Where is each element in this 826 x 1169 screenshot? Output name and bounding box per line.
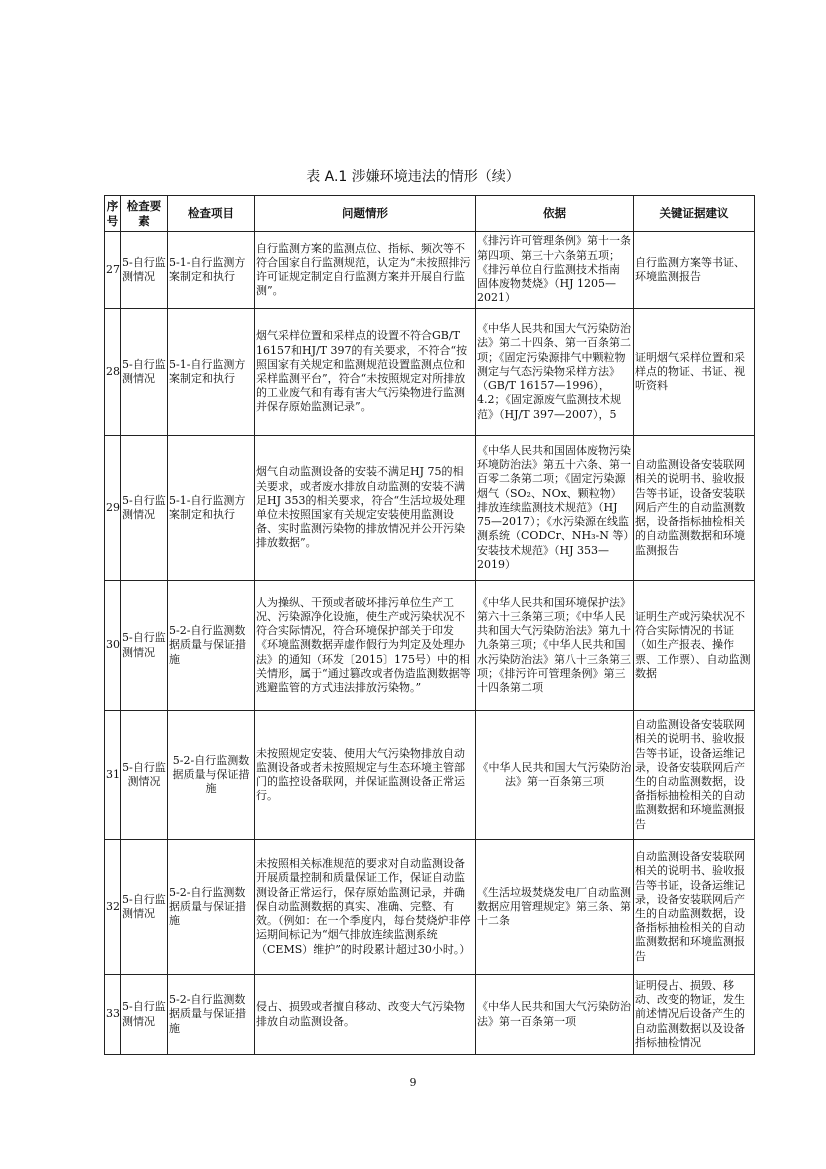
row-element: 5-自行监测情况	[121, 436, 168, 581]
row-problem: 未按照规定安装、使用大气污染物排放自动监测设备或者未按照规定与生态环境主管部门的监控设备联网，并保证监测设备正常运行。	[255, 711, 476, 840]
row-element: 5-自行监测情况	[121, 975, 168, 1055]
row-evidence: 证明烟气采样位置和采样点的物证、书证、视听资料	[634, 309, 755, 436]
row-problem: 烟气采样位置和采样点的设置不符合GB/T 16157和HJ/T 397的有关要求，不符合“按照国家有关规定和监测规范设置监测点位和采样监测平台”，符合“未按照规定对所排放的工业废气和有毒有害大气污染物进行监测并保存原始监测记录”。	[255, 309, 476, 436]
row-no: 32	[105, 840, 121, 975]
row-item: 5-2-自行监测数据质量与保证措施	[168, 581, 255, 711]
row-item: 5-1-自行监测方案制定和执行	[168, 309, 255, 436]
row-basis: 《中华人民共和国大气污染防治法》第一百条第一项	[476, 975, 634, 1055]
header-no: 序号	[105, 196, 121, 232]
header-item: 检查项目	[168, 196, 255, 232]
header-basis: 依据	[476, 196, 634, 232]
row-element: 5-自行监测情况	[121, 581, 168, 711]
row-evidence: 自行监测方案等书证、环境监测报告	[634, 232, 755, 309]
table-title: 表 A.1 涉嫌环境违法的情形（续）	[306, 169, 520, 185]
row-problem: 烟气自动监测设备的安装不满足HJ 75的相关要求，或者废水排放自动监测的安装不满足HJ 353的相关要求，符合“生活垃圾处理单位未按照国家有关规定安装使用监测设备、实时监测污染物的排放情况并公开污染排放数据”。	[255, 436, 476, 581]
row-basis: 《中华人民共和国环境保护法》第六十三条第三项；《中华人民共和国大气污染防治法》第九十九条第三项；《中华人民共和国水污染防治法》第八十三条第三项；《排污许可管理条例》第三十四条第二项	[476, 581, 634, 711]
table-row	[105, 232, 755, 309]
row-problem: 自行监测方案的监测点位、指标、频次等不符合国家自行监测规范，认定为“未按照排污许可证规定制定自行监测方案并开展自行监测”。	[255, 232, 476, 309]
row-item: 5-2-自行监测数据质量与保证措施	[168, 975, 255, 1055]
row-item: 5-1-自行监测方案制定和执行	[168, 232, 255, 309]
row-element: 5-自行监测情况	[121, 309, 168, 436]
header-element: 检查要素	[121, 196, 168, 232]
row-item: 5-1-自行监测方案制定和执行	[168, 436, 255, 581]
table-row	[105, 840, 755, 975]
table-row	[105, 309, 755, 436]
row-evidence: 自动监测设备安装联网相关的说明书、验收报告等书证，设备运维记录，设备安装联网后产生的自动监测数据，设备指标抽检相关的自动监测数据和环境监测报告	[634, 711, 755, 840]
row-problem: 未按照相关标准规范的要求对自动监测设备开展质量控制和质量保证工作，保证自动监测设备正常运行，保存原始监测记录，并确保自动监测数据的真实、准确、完整、有效。（例如：在一个季度内，每台焚烧炉非停运期间标记为“烟气排放连续监测系统（CEMS）维护”的时段累计超过30小时。）	[255, 840, 476, 975]
header-problem: 问题情形	[255, 196, 476, 232]
row-evidence: 证明生产或污染状况不符合实际情况的书证（如生产报表、操作票、工作票）、自动监测数据	[634, 581, 755, 711]
row-item: 5-2-自行监测数据质量与保证措施	[168, 711, 255, 840]
row-problem: 人为操纵、干预或者破坏排污单位生产工况、污染源净化设施，使生产或污染状况不符合实际情况，符合环境保护部关于印发《环境监测数据弄虚作假行为判定及处理办法》的通知（环发〔2015〕175号）中的相关情形，属于“通过篡改或者伪造监测数据等逃避监管的方式违法排放污染物。”	[255, 581, 476, 711]
header-evidence: 关键证据建议	[634, 196, 755, 232]
row-no: 30	[105, 581, 121, 711]
row-basis: 《中华人民共和国大气污染防治法》第一百条第三项	[476, 711, 634, 840]
row-no: 28	[105, 309, 121, 436]
violations-table	[104, 195, 755, 1055]
row-evidence: 证明侵占、损毁、移动、改变的物证，发生前述情况后设备产生的自动监测数据以及设备指标抽检情况	[634, 975, 755, 1055]
table-header-row	[105, 196, 755, 232]
table-row	[105, 581, 755, 711]
table-row	[105, 711, 755, 840]
table-row	[105, 975, 755, 1055]
row-basis: 《生活垃圾焚烧发电厂自动监测数据应用管理规定》第三条、第十二条	[476, 840, 634, 975]
row-problem: 侵占、损毁或者擅自移动、改变大气污染物排放自动监测设备。	[255, 975, 476, 1055]
row-no: 31	[105, 711, 121, 840]
row-basis: 《排污许可管理条例》第十一条第四项、第三十六条第五项；《排污单位自行监测技术指南 固体废物焚烧》（HJ 1205—2021）	[476, 232, 634, 309]
row-element: 5-自行监测情况	[121, 840, 168, 975]
row-basis: 《中华人民共和国固体废物污染环境防治法》第五十六条、第一百零二条第二项；《固定污染源烟气（SO₂、NOx、颗粒物）排放连续监测技术规范》（HJ 75—2017）；《水污染源在线监测系统（CODCr、NH₃-N 等）安装技术规范》（HJ 353—2019）	[476, 436, 634, 581]
row-no: 29	[105, 436, 121, 581]
row-evidence: 自动监测设备安装联网相关的说明书、验收报告等书证，设备安装联网后产生的自动监测数据，设备指标抽检相关的自动监测数据和环境监测报告	[634, 436, 755, 581]
row-evidence: 自动监测设备安装联网相关的说明书、验收报告等书证，设备运维记录，设备安装联网后产生的自动监测数据，设备指标抽检相关的自动监测数据和环境监测报告	[634, 840, 755, 975]
row-basis: 《中华人民共和国大气污染防治法》第二十四条、第一百条第二项；《固定污染源排气中颗粒物测定与气态污染物采样方法》（GB/T 16157—1996），4.2；《固定源废气监测技术规范》（HJ/T 397—2007），5	[476, 309, 634, 436]
table-row	[105, 436, 755, 581]
row-element: 5-自行监测情况	[121, 232, 168, 309]
page-number: 9	[409, 1076, 417, 1089]
row-item: 5-2-自行监测数据质量与保证措施	[168, 840, 255, 975]
row-no: 27	[105, 232, 121, 309]
row-element: 5-自行监测情况	[121, 711, 168, 840]
row-no: 33	[105, 975, 121, 1055]
